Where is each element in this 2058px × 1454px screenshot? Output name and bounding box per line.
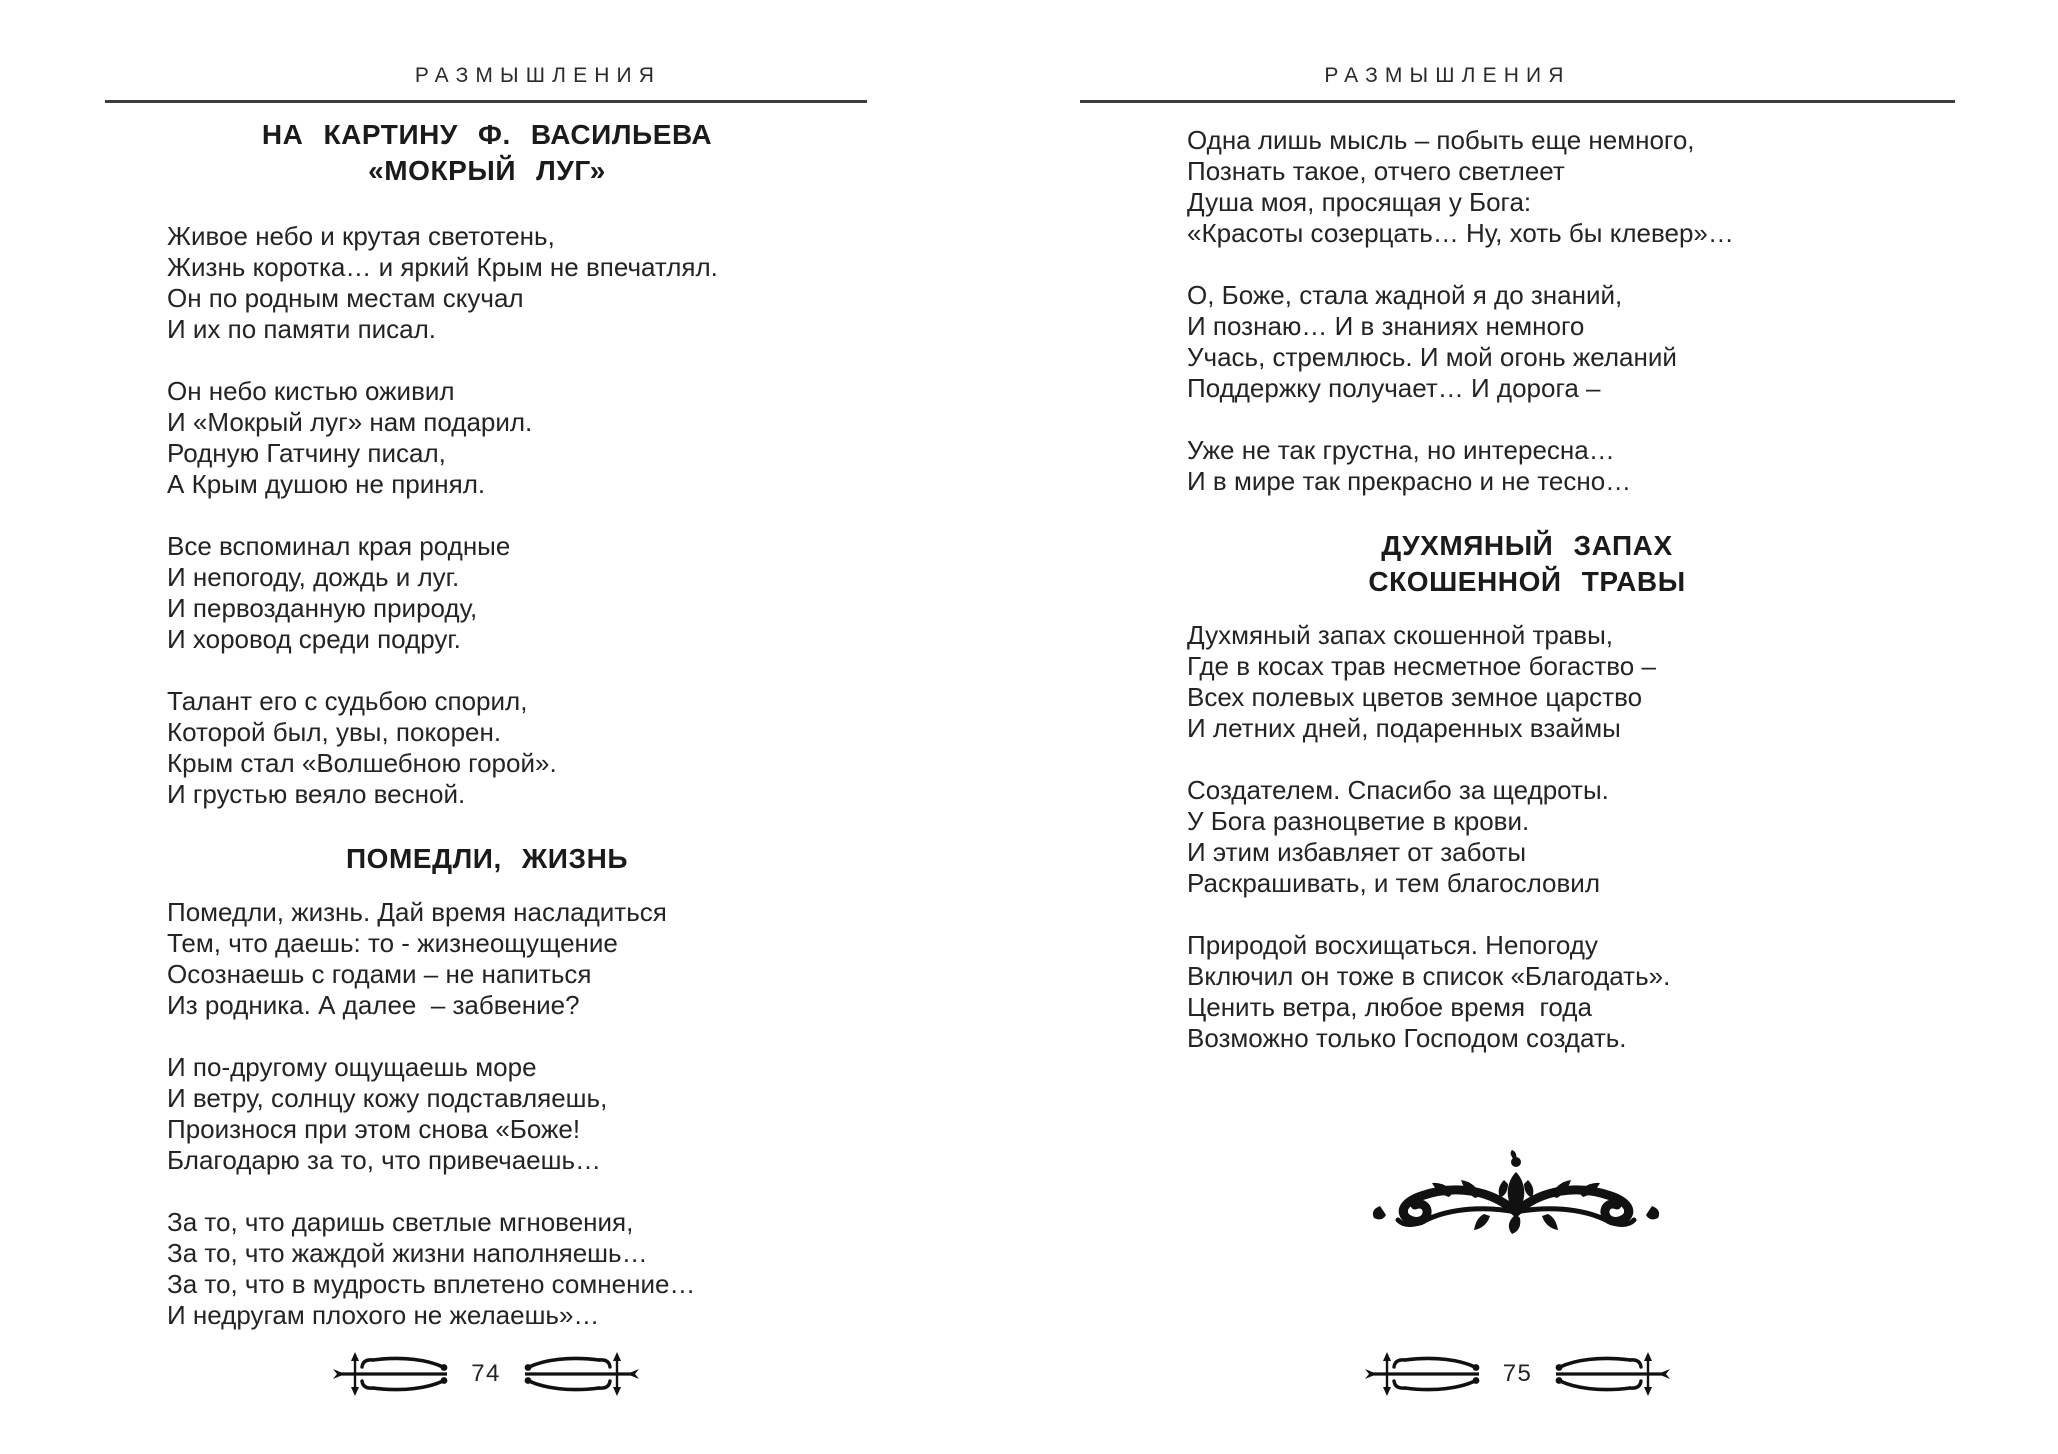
- poem-line: Помедли, жизнь. Дай время насладиться: [167, 897, 667, 927]
- poem-line: И хоровод среди подруг.: [167, 624, 461, 654]
- stanza: [167, 221, 807, 345]
- page-number: 74: [471, 1360, 501, 1387]
- poem: [1187, 125, 1867, 497]
- poem-line: И «Мокрый луг» нам подарил.: [167, 407, 533, 437]
- tailpiece-flourish-icon: [1361, 1150, 1671, 1242]
- running-header: [105, 0, 867, 100]
- right-page: [1080, 0, 1955, 1454]
- poem-line: И их по памяти писал.: [167, 314, 437, 344]
- poem-line: И познаю… И в знаниях немного: [1187, 311, 1585, 341]
- stanza: [167, 1052, 807, 1176]
- poem-title-line: «МОКРЫЙ ЛУГ»: [368, 155, 606, 186]
- left-page: [105, 0, 867, 1454]
- stanza: [167, 897, 807, 1021]
- poem-title: [167, 117, 807, 189]
- poem-line: И ветру, солнцу кожу подставляешь,: [167, 1083, 608, 1113]
- poem-line: Уже не так грустна, но интересна…: [1187, 435, 1615, 465]
- poem-line: Одна лишь мысль – побыть еще немного,: [1187, 125, 1695, 155]
- poem-line: Все вспоминал края родные: [167, 531, 511, 561]
- poem-line: Всех полевых цветов земное царство: [1187, 682, 1643, 712]
- poem-line: Познать такое, отчего светлеет: [1187, 156, 1565, 186]
- poem-line: Которой был, увы, покорен.: [167, 717, 502, 747]
- poem-title-line: СКОШЕННОЙ ТРАВЫ: [1368, 566, 1686, 597]
- poem: [1187, 528, 1867, 1054]
- poem-line: За то, что жаждой жизни наполняешь…: [167, 1238, 648, 1268]
- left-page-content: [167, 117, 807, 1331]
- poem-line: За то, что даришь светлые мгновения,: [167, 1207, 634, 1237]
- footer-flourish-right-icon: [521, 1352, 639, 1396]
- poem-line: Тем, что даешь: то - жизнеощущение: [167, 928, 618, 958]
- footer-flourish-left-icon: [333, 1352, 451, 1396]
- poem-line: Из родника. А далее – забвение?: [167, 990, 580, 1020]
- poem-line: И первозданную природу,: [167, 593, 478, 623]
- poem-line: Духмяный запах скошенной травы,: [1187, 620, 1613, 650]
- poem-line: Где в косах трав несметное богаство –: [1187, 651, 1656, 681]
- poem-line: Создателем. Спасибо за щедроты.: [1187, 775, 1609, 805]
- stanza: [1187, 125, 1867, 249]
- poem-line: Учась, стремлюсь. И мой огонь желаний: [1187, 342, 1677, 372]
- header-rule: [105, 100, 867, 103]
- stanza: [167, 376, 807, 500]
- poem-line: Поддержку получает… И дорога –: [1187, 373, 1601, 403]
- right-page-footer: [1080, 1352, 1955, 1396]
- right-page-content: [1187, 103, 1867, 1054]
- poem-line: Природой восхищаться. Непогоду: [1187, 930, 1598, 960]
- stanza: [167, 1207, 807, 1331]
- poem-line: Крым стал «Волшебною горой».: [167, 748, 557, 778]
- poem-line: Возможно только Господом создать.: [1187, 1023, 1627, 1053]
- running-header-text: РАЗМЫШЛЕНИЯ: [414, 64, 662, 87]
- poem-title-line: ДУХМЯНЫЙ ЗАПАХ: [1381, 530, 1673, 561]
- stanza: [1187, 930, 1867, 1054]
- poem: [167, 841, 807, 1331]
- poem-line: И в мире так прекрасно и не тесно…: [1187, 466, 1632, 496]
- running-header: [1080, 0, 1955, 100]
- poem-line: Живое небо и крутая светотень,: [167, 221, 555, 251]
- poem-line: Включил он тоже в список «Благодать».: [1187, 961, 1671, 991]
- running-header-text: РАЗМЫШЛЕНИЯ: [1324, 64, 1571, 87]
- poem-line: И недругам плохого не желаешь»…: [167, 1300, 600, 1330]
- poem-line: А Крым душою не принял.: [167, 469, 486, 499]
- poem-title: [1187, 528, 1867, 600]
- stanza: [1187, 435, 1867, 497]
- poem-line: Осознаешь с годами – не напиться: [167, 959, 592, 989]
- stanza: [167, 686, 807, 810]
- poem-line: Он небо кистью оживил: [167, 376, 455, 406]
- poem: [167, 117, 807, 810]
- poem-line: И непогоду, дождь и луг.: [167, 562, 460, 592]
- footer-flourish-right-icon: [1552, 1352, 1670, 1396]
- poem-line: И грустью веяло весной.: [167, 779, 466, 809]
- poem-title: [167, 841, 807, 877]
- stanza: [167, 531, 807, 655]
- poem-line: Благодарю за то, что привечаешь…: [167, 1145, 602, 1175]
- page-number: 75: [1502, 1360, 1533, 1387]
- footer-flourish-left-icon: [1365, 1352, 1483, 1396]
- poem-line: О, Боже, стала жадной я до знаний,: [1187, 280, 1623, 310]
- poem-line: Раскрашивать, и тем благословил: [1187, 868, 1601, 898]
- poem-line: И этим избавляет от заботы: [1187, 837, 1527, 867]
- poem-line: И летних дней, подаренных взаймы: [1187, 713, 1621, 743]
- poem-line: Родную Гатчину писал,: [167, 438, 446, 468]
- stanza: [1187, 280, 1867, 404]
- poem-line: Талант его с судьбою спорил,: [167, 686, 528, 716]
- poem-line: И по-другому ощущаешь море: [167, 1052, 537, 1082]
- poem-line: «Красоты созерцать… Ну, хоть бы клевер»…: [1187, 218, 1734, 248]
- poem-line: За то, что в мудрость вплетено сомнение…: [167, 1269, 696, 1299]
- left-page-footer: [105, 1352, 867, 1396]
- poem-line: Жизнь коротка… и яркий Крым не впечатлял.: [167, 252, 718, 282]
- poem-title-line: ПОМЕДЛИ, ЖИЗНЬ: [345, 843, 629, 874]
- poem-line: У Бога разноцветие в крови.: [1187, 806, 1530, 836]
- stanza: [1187, 620, 1867, 744]
- poem-line: Ценить ветра, любое время года: [1187, 992, 1592, 1022]
- poem-title-line: НА КАРТИНУ Ф. ВАСИЛЬЕВА: [261, 119, 713, 150]
- poem-line: Произнося при этом снова «Боже!: [167, 1114, 581, 1144]
- stanza: [1187, 775, 1867, 899]
- poem-line: Душа моя, просящая у Бога:: [1187, 187, 1532, 217]
- poem-line: Он по родным местам скучал: [167, 283, 524, 313]
